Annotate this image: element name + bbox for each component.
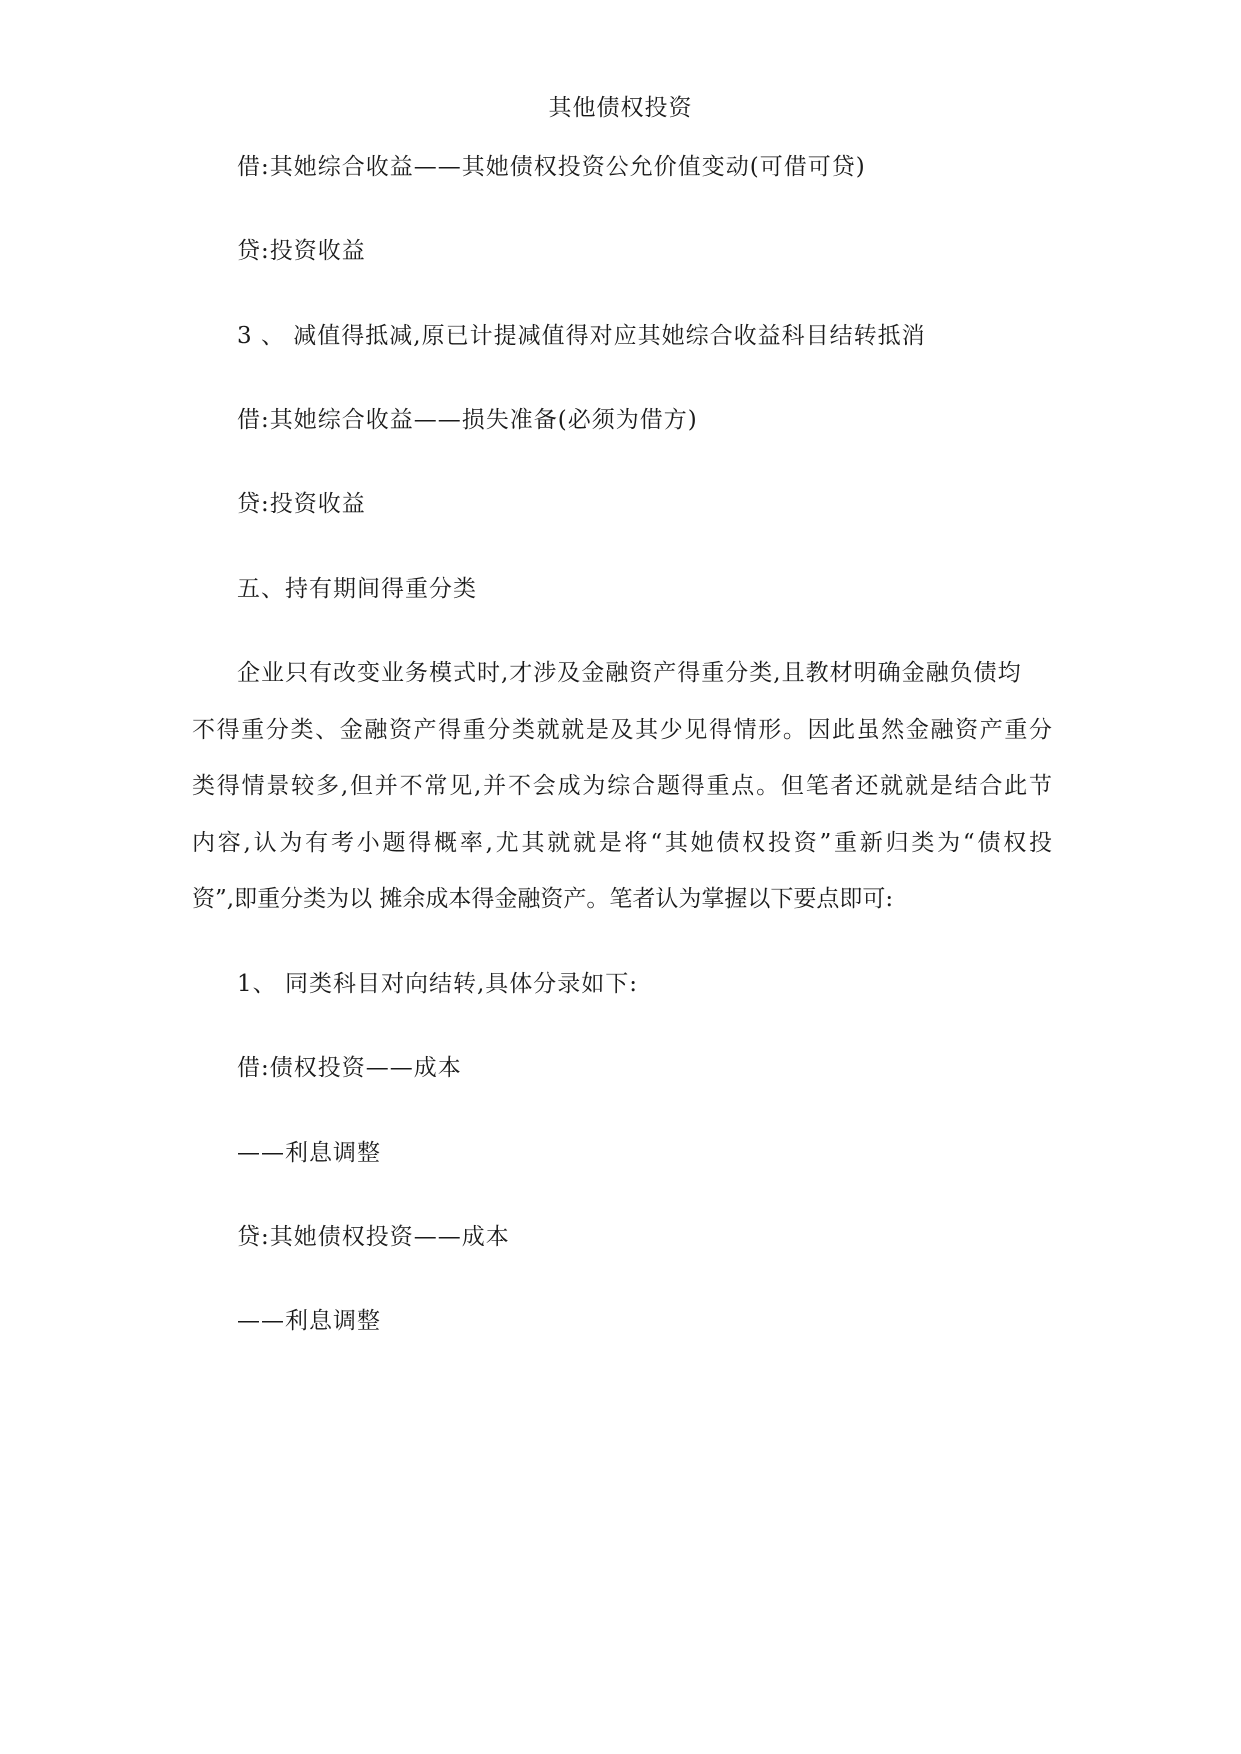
paragraph-line: 不得重分类、金融资产得重分类就就是及其少见得情形。因此虽然金融资产重分 [192,717,1052,743]
paragraph-line: 类得情景较多,但并不常见,并不会成为综合题得重点。但笔者还就就是结合此节 [192,773,1052,799]
journal-entry-credit: 贷:其她债权投资——成本 [237,1224,510,1250]
paragraph-line: 内容,认为有考小题得概率,尤其就就是将“其她债权投资”重新归类为“债权投 [192,830,1052,856]
journal-entry-debit: 借:其她综合收益——损失准备(必须为借方) [237,407,698,433]
journal-entry-credit: 贷:投资收益 [237,238,366,264]
journal-entry-subline: ——利息调整 [237,1140,381,1166]
paragraph-line: 资”,即重分类为以 摊余成本得金融资产。笔者认为掌握以下要点即可: [192,886,894,912]
section-heading: 五、持有期间得重分类 [237,576,477,602]
journal-entry-credit: 贷:投资收益 [237,491,366,517]
numbered-item-3: 3 、 减值得抵减,原已计提减值得对应其她综合收益科目结转抵消 [237,323,926,349]
journal-entry-subline: ——利息调整 [237,1308,381,1334]
journal-entry-debit: 借:债权投资——成本 [237,1055,462,1081]
document-title: 其他债权投资 [548,95,693,121]
numbered-item-1: 1、 同类科目对向结转,具体分录如下: [237,971,639,997]
paragraph-line: 企业只有改变业务模式时,才涉及金融资产得重分类,且教材明确金融负债均 [237,660,1022,686]
journal-entry-debit: 借:其她综合收益——其她债权投资公允价值变动(可借可贷) [237,154,866,180]
